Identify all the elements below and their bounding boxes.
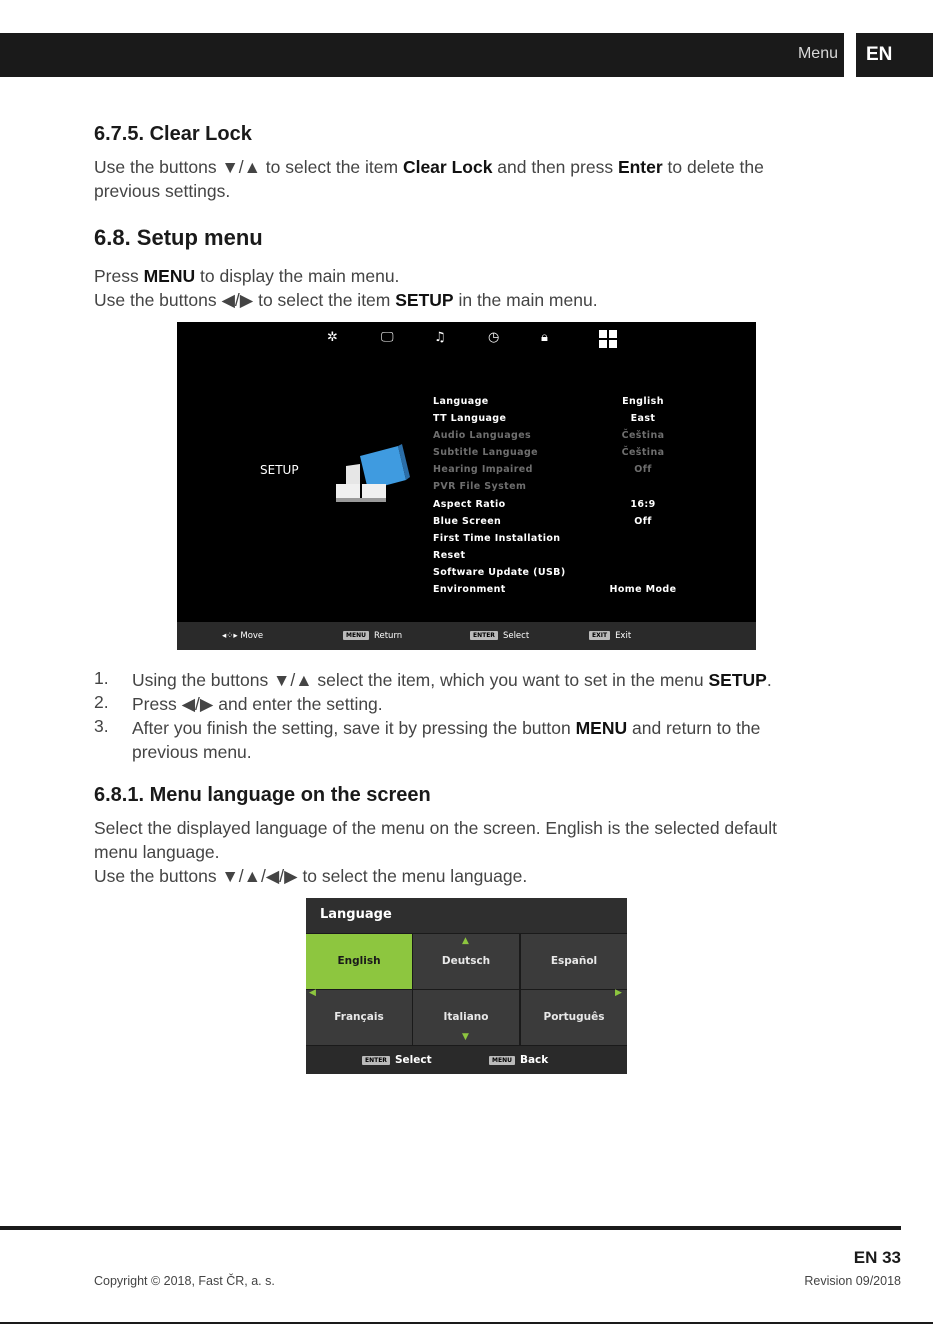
clear-lock-text-2: previous settings.: [94, 181, 231, 201]
setup-menu-label: Language: [433, 396, 489, 407]
language-screen-image: [306, 898, 627, 1074]
language-select-hint: ENTER Select: [362, 1054, 432, 1066]
setup-menu-label: PVR File System: [433, 481, 527, 493]
language-option-deutsch: Deutsch: [413, 934, 519, 989]
step-text-1: Using the buttons ▼/▲ select the item, which you want to set in the menu SETUP.: [132, 670, 772, 690]
setup-menu-text-1: Press MENU to display the main menu.: [94, 266, 400, 286]
setup-menu-value: English: [622, 396, 664, 407]
tv-setup-label: SETUP: [260, 463, 299, 477]
setup-menu-value: Home Mode: [609, 584, 677, 596]
language-option-portugues: Português: [521, 990, 627, 1045]
setup-menu-label: Blue Screen: [433, 515, 502, 527]
tv-menu-icons: [177, 330, 756, 354]
setup-menu-label: Subtitle Language: [433, 447, 538, 459]
setup-menu-label: Aspect Ratio: [433, 498, 506, 510]
setup-menu-label: Environment: [433, 584, 506, 596]
step-text-3: After you finish the setting, save it by pressing the button MENU and return to the: [132, 718, 761, 738]
time-icon: ◷: [488, 330, 500, 345]
sound-icon: ♫: [434, 330, 446, 345]
clear-lock-text-1: Use the buttons ▼/▲ to select the item Clear Lock and then press Enter to delete the: [94, 157, 764, 177]
menu-language-text-3: Use the buttons ▼/▲/◀/▶ to select the menu language.: [94, 866, 528, 886]
language-screen-title: Language: [306, 898, 627, 933]
header-bar: [0, 33, 844, 77]
setup-menu-label: Reset: [433, 549, 466, 561]
setup-menu-value: Off: [634, 515, 652, 527]
tv-select-hint: ENTER Select: [470, 631, 529, 641]
step-number-2: 2.: [94, 692, 109, 712]
language-back-hint: MENU Back: [489, 1054, 548, 1066]
arrow-up-icon: ▲: [462, 936, 469, 946]
step-number-3: 3.: [94, 716, 109, 736]
channel-icon: 🖵: [381, 330, 394, 345]
lock-icon: 🔒︎: [541, 330, 548, 345]
setup-logo-icon: [332, 444, 412, 506]
setup-menu-label: TT Language: [433, 413, 507, 425]
footer-rule: [0, 1226, 901, 1230]
setup-screen-image: [177, 322, 756, 650]
copyright: Copyright © 2018, Fast ČR, a. s.: [94, 1274, 275, 1288]
move-arrows-icon: ◂⁘▸: [222, 631, 238, 641]
setup-menu-heading: 6.8. Setup menu: [94, 225, 263, 250]
menu-language-text-1: Select the displayed language of the menu on the screen. English is the selected default: [94, 818, 777, 838]
tv-move-hint: ◂⁘▸ Move: [222, 631, 264, 641]
clear-lock-heading: 6.7.5. Clear Lock: [94, 123, 252, 145]
language-option-italiano: Italiano: [413, 990, 519, 1045]
language-screen-footer: [306, 1046, 627, 1074]
header-section: Menu: [797, 45, 838, 62]
setup-menu-value: 16:9: [630, 498, 656, 510]
language-option-espanol: Español: [521, 934, 627, 989]
tv-exit-hint: EXIT Exit: [589, 631, 631, 641]
revision: Revision 09/2018: [804, 1274, 901, 1288]
setup-menu-label: Hearing Impaired: [433, 464, 533, 476]
setup-grid-icon: [599, 330, 617, 348]
setup-menu-value: East: [630, 413, 656, 425]
arrow-left-icon: ◀: [309, 988, 316, 998]
setup-menu-text-2: Use the buttons ◀/▶ to select the item SETUP in the main menu.: [94, 290, 598, 310]
picture-settings-icon: ✲: [327, 330, 338, 345]
tv-return-hint: MENU Return: [343, 631, 402, 641]
setup-menu-label: Software Update (USB): [433, 566, 566, 578]
page-number: EN 33: [853, 1248, 901, 1267]
setup-menu-label: Audio Languages: [433, 430, 532, 442]
setup-menu-value: Čeština: [621, 447, 665, 459]
language-badge: EN: [856, 33, 933, 77]
language-option-english: English: [306, 934, 412, 989]
menu-language-text-2: menu language.: [94, 842, 220, 862]
language-option-francais: Français: [306, 990, 412, 1045]
setup-menu-value: Off: [634, 464, 652, 476]
arrow-right-icon: ▶: [615, 988, 622, 998]
arrow-down-icon: ▼: [462, 1032, 469, 1042]
tv-footer: [177, 622, 756, 650]
step-text-3-cont: previous menu.: [132, 742, 252, 762]
setup-menu-value: Čeština: [621, 430, 665, 442]
menu-language-heading: 6.8.1. Menu language on the screen: [94, 784, 431, 806]
step-number-1: 1.: [94, 668, 109, 688]
step-text-2: Press ◀/▶ and enter the setting.: [132, 694, 383, 714]
setup-menu-label: First Time Installation: [433, 532, 561, 544]
